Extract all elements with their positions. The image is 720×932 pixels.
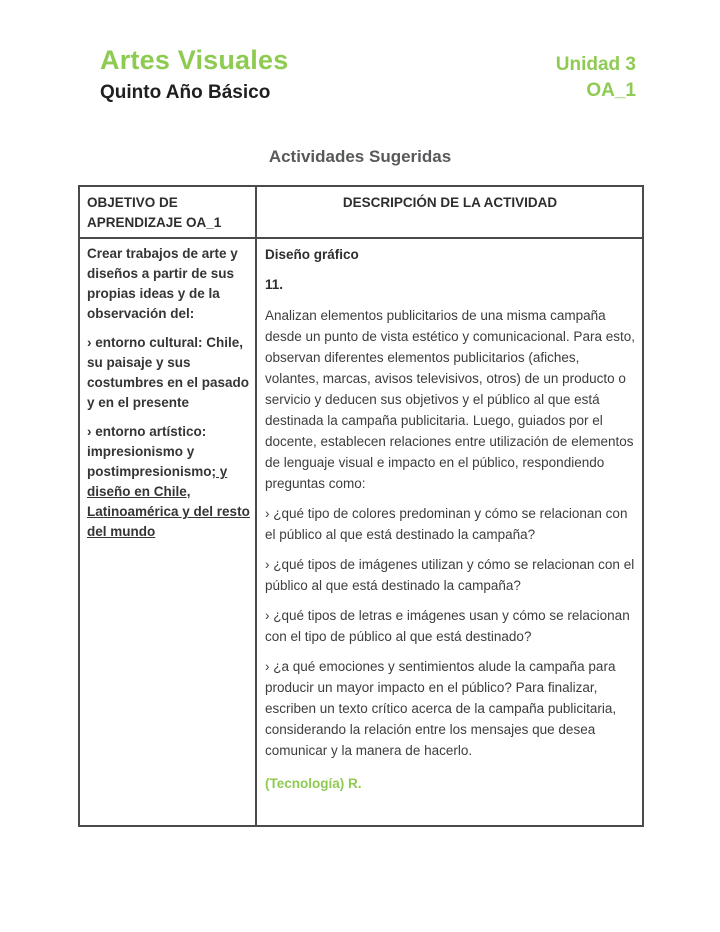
objective-cell [79,238,256,826]
objective-item-artistic-text: › entorno artístico: impresionismo y postimpresionismo [87,424,212,479]
table-row [79,238,643,826]
document-meta [556,52,636,104]
oa-code-label: OA_1 [586,80,636,101]
objective-item-artistic [87,422,251,542]
objective-column-header: OBJETIVO DE APRENDIZAJE OA_1 [79,186,256,238]
section-heading: Actividades Sugeridas [268,147,452,166]
activity-question: › ¿qué tipos de imágenes utilizan y cómo se relacionan con el público al que está destinado la campaña? [265,557,635,593]
unit-label: Unidad 3 [555,54,636,75]
activity-question: › ¿qué tipos de letras e imágenes usan y cómo se relacionan con el tipo de público al que está destinado? [265,608,630,644]
activity-description: Analizan elementos publicitarios de una misma campaña desde un punto de vista estético y comunicacional. Para esto, observan diferentes elementos publicitarios (afiches, volantes, marcas, avisos televisivos, otros) de un producto o servicio y deducen sus objetivos y el público al que está destinada la campaña publicitaria. Luego, guiados por el docente, establecen relaciones entre utilización de elementos de lenguaje visual e impacto en el público, respondiendo preguntas como: [265,308,635,491]
page-subtitle: Quinto Año Básico [100,82,271,103]
activity-question: › ¿qué tipo de colores predominan y cómo se relacionan con el público al que está destinado la campaña? [265,506,628,542]
technology-tag: (Tecnología) R. [265,776,362,791]
table-header-row [79,186,643,238]
document-header [100,46,288,103]
page-title: Artes Visuales [100,45,289,75]
activity-cell [256,238,643,826]
description-column-header: DESCRIPCIÓN DE LA ACTIVIDAD [256,186,643,238]
objective-item-artistic-underlined: ; y diseño en Chile, Latinoamérica y del resto del mundo [87,464,250,539]
activity-question: › ¿a qué emociones y sentimientos alude la campaña para producir un mayor impacto en el público? Para finalizar, escriben un texto crítico acerca de la campaña publicitaria, considerando la relación entre los mensajes que desea comunicar y la manera de hacerlo. [265,659,617,758]
activity-number: 11. [265,277,284,292]
objective-intro: Crear trabajos de arte y diseños a partir de sus propias ideas y de la observación del: [87,246,238,321]
activity-category: Diseño gráfico [265,247,359,262]
activities-table [78,185,644,827]
objective-item-cultural: › entorno cultural: Chile, su paisaje y sus costumbres en el pasado y en el presente [87,335,250,410]
